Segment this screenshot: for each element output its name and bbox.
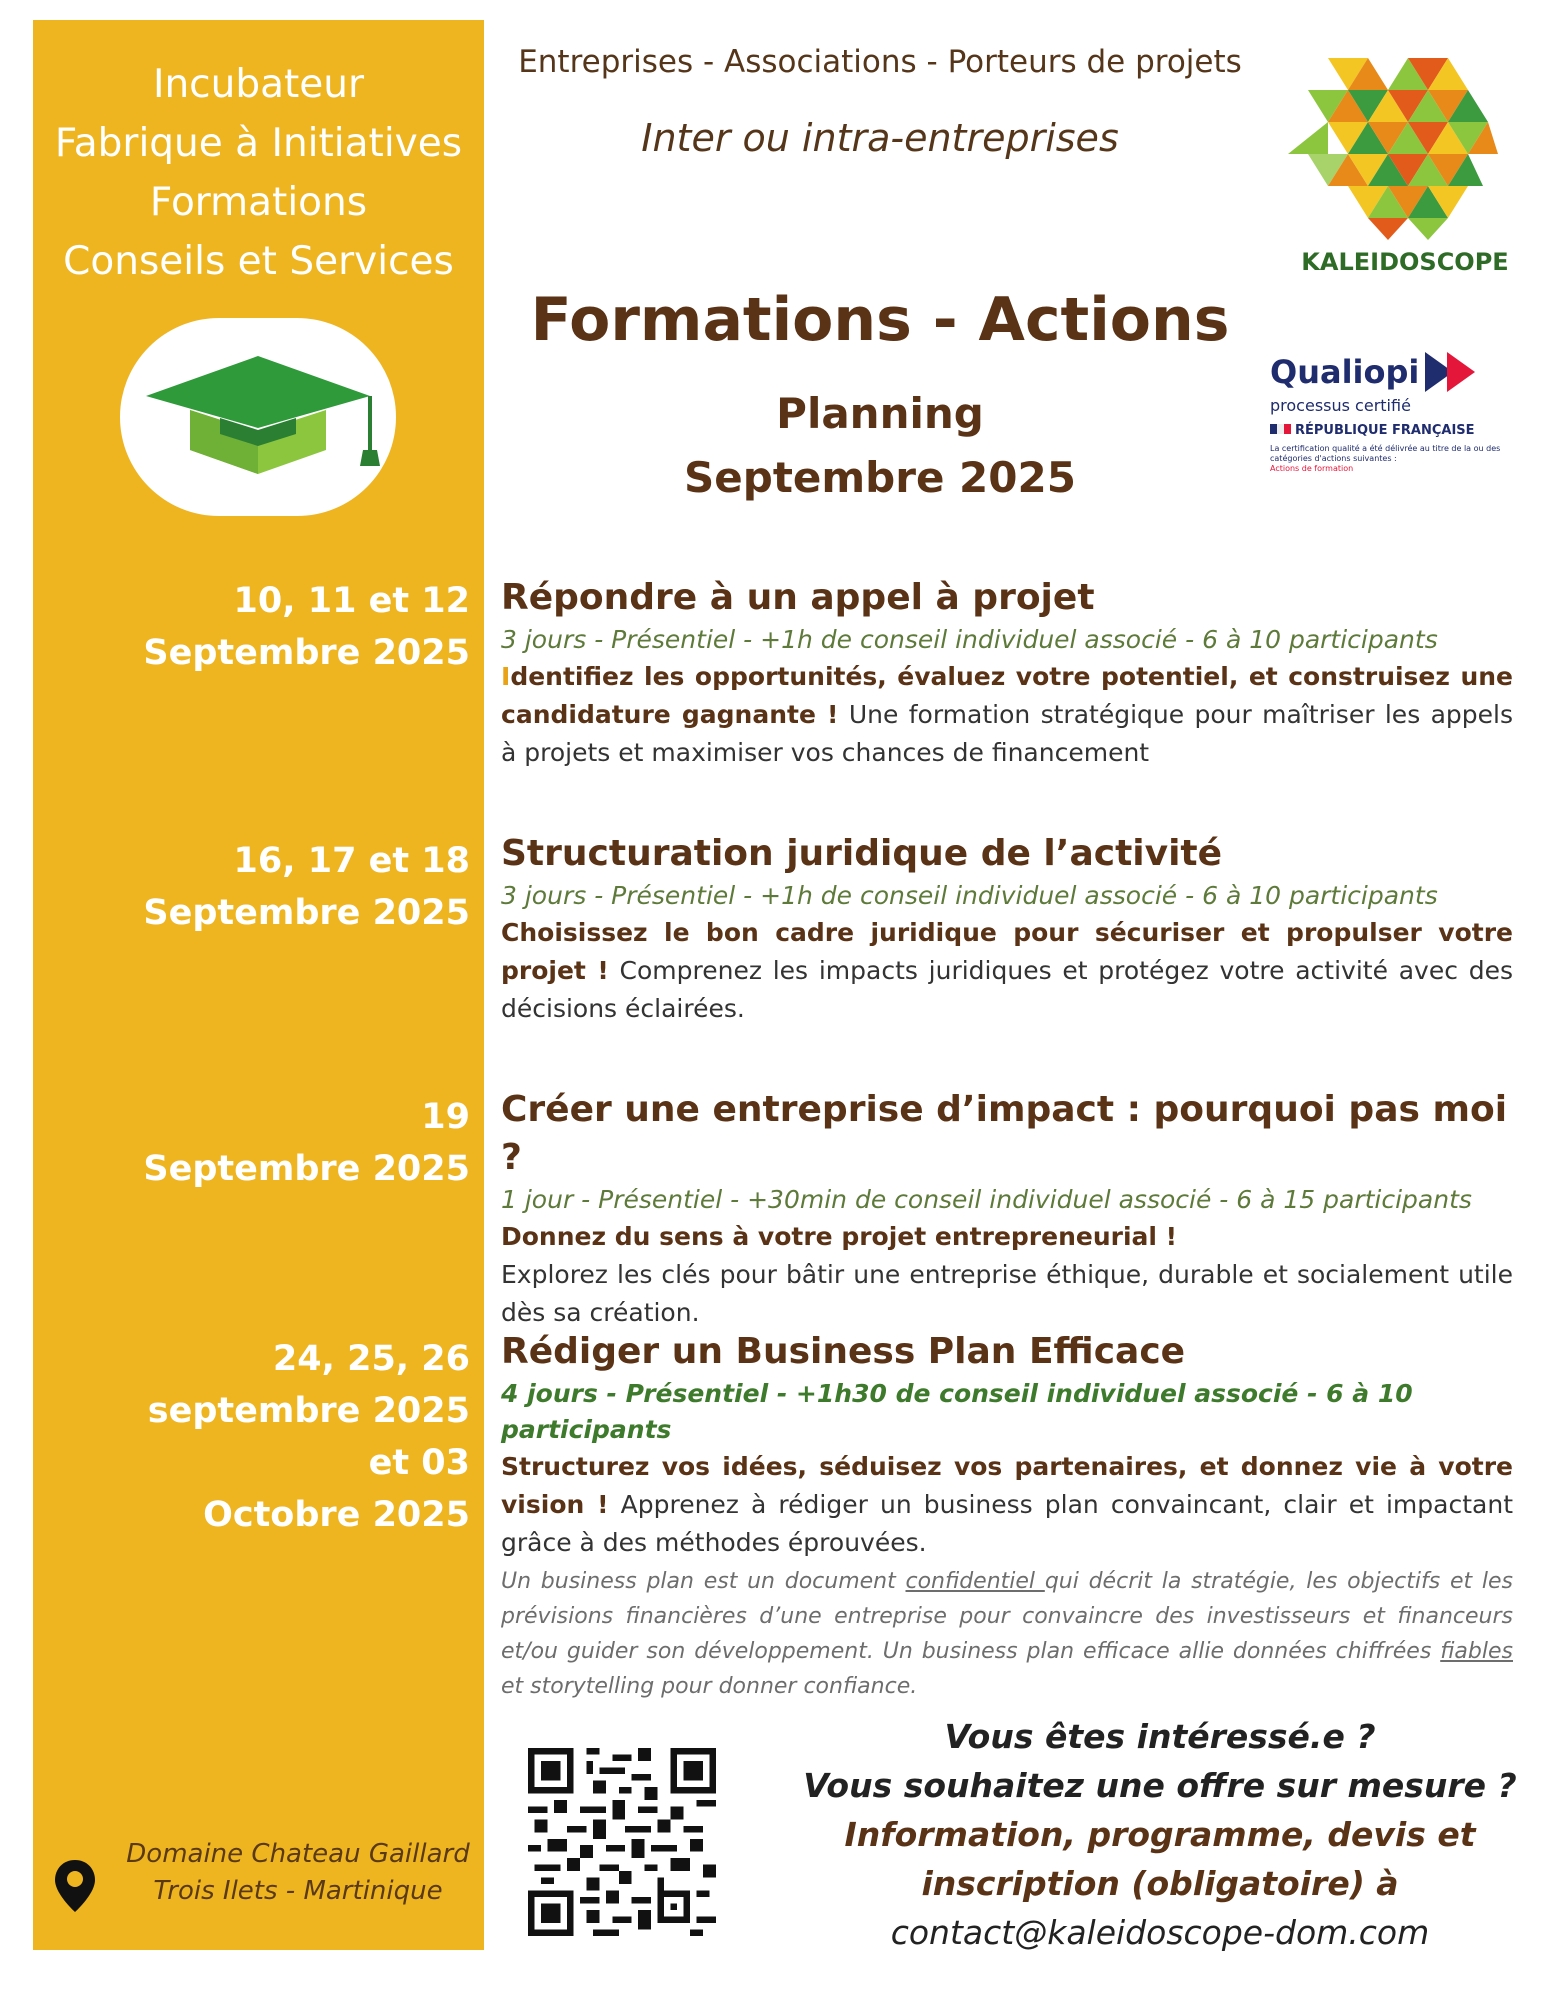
note-text: et storytelling pour donner confiance. bbox=[501, 1674, 918, 1699]
location-line: Trois Ilets - Martinique bbox=[153, 1876, 443, 1906]
location-pin-icon bbox=[53, 1858, 97, 1914]
course-3-dates bbox=[143, 1091, 470, 1195]
date-line: septembre 2025 bbox=[147, 1391, 470, 1431]
page-title: Formations - Actions bbox=[530, 285, 1230, 355]
qualiopi-note bbox=[1270, 444, 1510, 474]
note-text: Un business plan est un document bbox=[501, 1569, 906, 1594]
course-description bbox=[501, 658, 1513, 772]
course-appel-a-projet bbox=[501, 574, 1513, 772]
planning-month: Septembre 2025 bbox=[684, 453, 1076, 502]
course-4-dates bbox=[148, 1333, 470, 1541]
republique-label: RÉPUBLIQUE FRANÇAISE bbox=[1295, 423, 1475, 438]
date-line: Octobre 2025 bbox=[203, 1495, 470, 1535]
french-flag-icon-red bbox=[1284, 424, 1291, 434]
course-meta: 1 jour - Présentiel - +30min de conseil individuel associé - 6 à 15 participants bbox=[501, 1185, 1472, 1214]
sidebar-title-line: Fabrique à Initiatives bbox=[54, 121, 463, 166]
kaleidoscope-logo-icon bbox=[1288, 50, 1508, 250]
contact-info: inscription (obligatoire) à bbox=[921, 1864, 1399, 1903]
republique-francaise bbox=[1270, 423, 1510, 438]
kaleidoscope-brand: KALEIDOSCOPE bbox=[1301, 248, 1509, 276]
course-title: Répondre à un appel à projet bbox=[501, 577, 1095, 618]
course-body: Explorez les clés pour bâtir une entreprise éthique, durable et socialement utile dès sa création. bbox=[501, 1260, 1513, 1327]
course-meta: 3 jours - Présentiel - +1h de conseil individuel associé - 6 à 10 participants bbox=[501, 625, 1438, 654]
course-lead-initial: I bbox=[501, 662, 511, 691]
date-line: et 03 bbox=[368, 1443, 470, 1483]
course-meta: 3 jours - Présentiel - +1h de conseil individuel associé - 6 à 10 participants bbox=[501, 881, 1438, 910]
note-underlined: confidentiel bbox=[905, 1569, 1045, 1594]
note-underlined: fiables bbox=[1440, 1639, 1513, 1664]
course-lead: Donnez du sens à votre projet entrepreneurial ! bbox=[501, 1222, 1178, 1251]
course-entreprise-impact bbox=[501, 1086, 1513, 1332]
date-line: 24, 25, 26 bbox=[272, 1339, 470, 1379]
date-line: 10, 11 et 12 bbox=[233, 581, 470, 621]
course-description bbox=[501, 1218, 1513, 1332]
qualiopi-arrows-icon bbox=[1423, 350, 1479, 394]
event-location bbox=[123, 1836, 473, 1910]
date-line: Septembre 2025 bbox=[143, 633, 470, 673]
sidebar-panel bbox=[33, 20, 484, 1950]
course-business-plan bbox=[501, 1328, 1513, 1704]
sidebar-title-line: Formations bbox=[149, 180, 368, 225]
course-description bbox=[501, 1448, 1513, 1562]
french-flag-icon-white bbox=[1277, 424, 1284, 434]
course-title: Rédiger un Business Plan Efficace bbox=[501, 1331, 1186, 1372]
sidebar-title-line: Incubateur bbox=[152, 62, 365, 107]
sidebar-title bbox=[33, 55, 484, 291]
date-line: 16, 17 et 18 bbox=[233, 841, 470, 881]
course-body: Comprenez les impacts juridiques et protégez votre activité avec des décisions éclairées. bbox=[501, 956, 1513, 1023]
course-meta: 4 jours - Présentiel - +1h30 de conseil individuel associé - 6 à 10 participants bbox=[501, 1379, 1413, 1444]
sidebar-title-line: Conseils et Services bbox=[63, 239, 454, 284]
contact-block bbox=[800, 1712, 1520, 1957]
date-line: 19 bbox=[421, 1097, 470, 1137]
course-title: Structuration juridique de l’activité bbox=[501, 833, 1223, 874]
course-description bbox=[501, 914, 1513, 1028]
note-text: qui décrit la stratégie, les objectifs et les prévisions financières d’une entreprise pour convaincre des investisseurs et financeurs et/ou guider son développement. Un business plan efficace allie données chiffrées bbox=[501, 1569, 1513, 1664]
qr-code[interactable] bbox=[528, 1748, 716, 1936]
course-lead: dentifiez les opportunités, évaluez votre potentiel, et construisez une candidature gagnante ! bbox=[501, 662, 1513, 729]
course-title: Créer une entreprise d’impact : pourquoi pas moi ? bbox=[501, 1089, 1508, 1178]
qualiopi-note-line: La certification qualité a été délivrée au titre de la ou des bbox=[1270, 444, 1501, 453]
french-flag-icon bbox=[1270, 424, 1277, 434]
planning-heading bbox=[500, 382, 1260, 510]
qualiopi-subtitle: processus certifié bbox=[1270, 396, 1411, 415]
graduation-cap-icon bbox=[120, 318, 396, 516]
course-body: Apprenez à rédiger un business plan convaincant, clair et impactant grâce à des méthodes éprouvées. bbox=[501, 1490, 1513, 1557]
audience-line: Entreprises - Associations - Porteurs de projets bbox=[518, 44, 1242, 80]
course-body: Une formation stratégique pour maîtriser les appels à projets et maximiser vos chances de financement bbox=[501, 700, 1513, 767]
course-structuration-juridique bbox=[501, 830, 1513, 1028]
date-line: Septembre 2025 bbox=[143, 893, 470, 933]
contact-email-link[interactable]: contact@kaleidoscope-dom.com bbox=[890, 1913, 1430, 1952]
course-2-dates bbox=[143, 835, 470, 939]
date-line: Septembre 2025 bbox=[143, 1149, 470, 1189]
qualiopi-title: Qualiopi bbox=[1270, 353, 1420, 391]
graduation-cap-badge bbox=[120, 318, 396, 516]
course-lead: Choisissez le bon cadre juridique pour sécuriser et propulser votre projet ! bbox=[501, 918, 1513, 985]
course-note bbox=[501, 1564, 1513, 1704]
location-line: Domaine Chateau Gaillard bbox=[126, 1839, 470, 1869]
course-lead: Structurez vos idées, séduisez vos partenaires, et donnez vie à votre vision ! bbox=[501, 1452, 1513, 1519]
course-1-dates bbox=[143, 575, 470, 679]
contact-info: Information, programme, devis et bbox=[844, 1815, 1476, 1854]
qualiopi-certification bbox=[1270, 350, 1510, 474]
contact-question: Vous êtes intéressé.e ? bbox=[944, 1717, 1376, 1756]
planning-label: Planning bbox=[776, 389, 984, 438]
qualiopi-note-line: Actions de formation bbox=[1270, 464, 1354, 473]
contact-question: Vous souhaitez une offre sur mesure ? bbox=[803, 1766, 1517, 1805]
qualiopi-note-line: catégories d'actions suivantes : bbox=[1270, 454, 1397, 463]
mode-line: Inter ou intra-entreprises bbox=[641, 116, 1119, 160]
